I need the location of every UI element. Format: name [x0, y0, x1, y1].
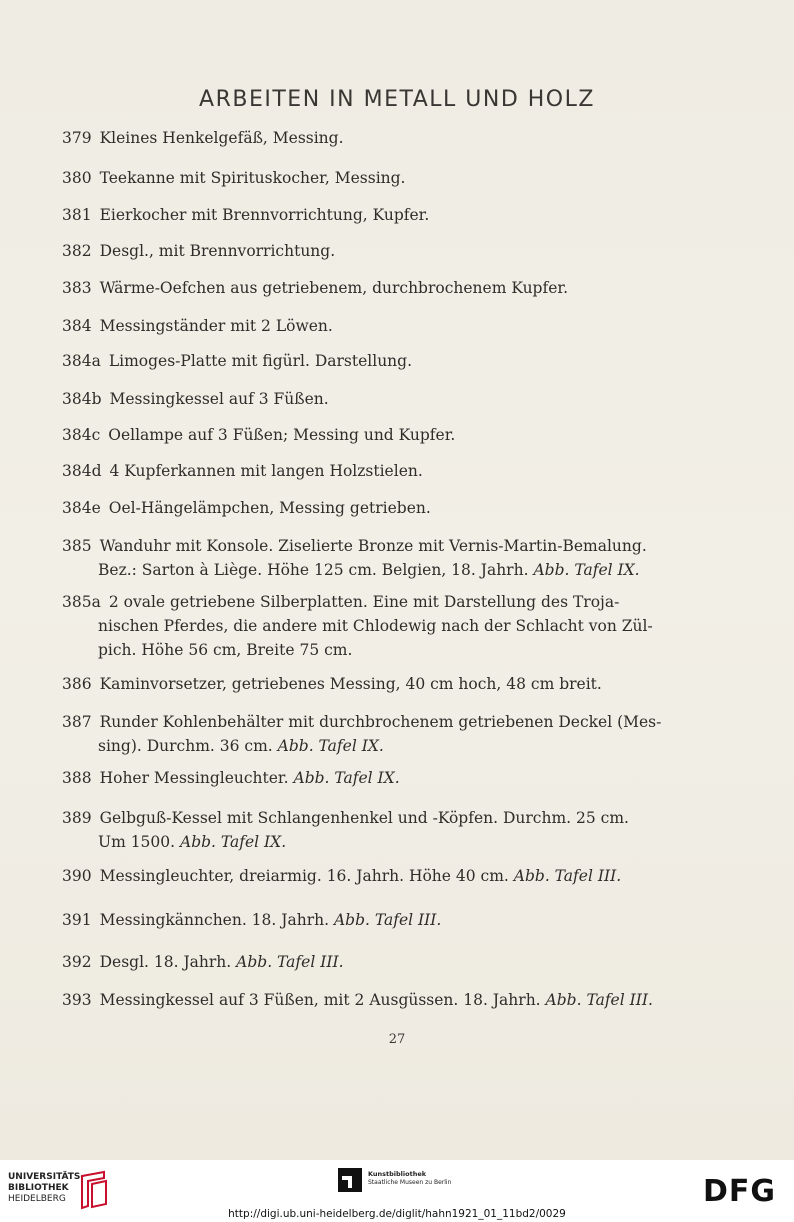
catalog-entry [62, 423, 682, 447]
entry-number: 392 [62, 953, 92, 971]
entry-continuation: Bez.: Sarton à Liège. Höhe 125 cm. Belgien, 18. Jahrh. Abb. Tafel IX. [98, 561, 640, 579]
entry-continuation: nischen Pferdes, die andere mit Chlodewig nach der Schlacht von Zül- [98, 617, 653, 635]
catalog-entry [62, 766, 682, 790]
catalog-entry [62, 314, 682, 338]
catalog-entry [62, 710, 682, 758]
entry-text: Messingkessel auf 3 Füßen, mit 2 Ausgüssen. 18. Jahrh. [99, 991, 541, 1009]
entry-continuation: sing). Durchm. 36 cm. Abb. Tafel IX. [98, 737, 384, 755]
entry-number: 386 [62, 675, 92, 693]
entry-text: Oel-Hängelämpchen, Messing getrieben. [108, 499, 431, 517]
dfg-logo[interactable]: DFG [703, 1174, 777, 1209]
entry-text: 2 ovale getriebene Silberplatten. Eine mit Darstellung des Troja- [108, 593, 620, 611]
entry-number: 388 [62, 769, 92, 787]
catalog-entry [62, 166, 682, 190]
kb-name: Kunstbibliothek [368, 1170, 427, 1178]
plate-reference: Abb. Tafel IX. [180, 833, 287, 851]
entry-text: Gelbguß-Kessel mit Schlangenhenkel und -Köpfen. Durchm. 25 cm. [99, 809, 629, 827]
entry-number: 383 [62, 279, 92, 297]
entry-text: Messingständer mit 2 Löwen. [99, 317, 333, 335]
catalog-entry [62, 239, 682, 263]
catalog-entry [62, 988, 682, 1012]
plate-reference: Abb. Tafel IX. [277, 737, 384, 755]
catalog-entry [62, 496, 682, 520]
entry-number: 389 [62, 809, 92, 827]
plate-reference: Abb. Tafel III. [333, 911, 442, 929]
entry-continuation: pich. Höhe 56 cm, Breite 75 cm. [98, 641, 353, 659]
plate-reference: Abb. Tafel III. [513, 867, 622, 885]
entry-text: Kleines Henkelgefäß, Messing. [99, 129, 344, 147]
entry-text: Desgl. 18. Jahrh. [99, 953, 232, 971]
entry-text: Messingkessel auf 3 Füßen. [109, 390, 329, 408]
catalog-entry [62, 908, 682, 932]
catalog-entry [62, 672, 682, 696]
entry-number: 385a [62, 593, 101, 611]
catalog-entry [62, 276, 682, 300]
entry-number: 390 [62, 867, 92, 885]
entry-number: 384d [62, 462, 102, 480]
kunstbibliothek-label[interactable] [368, 1170, 451, 1187]
plate-reference: Abb. Tafel IX. [533, 561, 640, 579]
entry-text: Hoher Messingleuchter. [99, 769, 289, 787]
catalog-entry [62, 950, 682, 974]
entry-continuation: Um 1500. Abb. Tafel IX. [98, 833, 287, 851]
kb-subtitle: Staatliche Museen zu Berlin [368, 1179, 452, 1186]
entry-number: 391 [62, 911, 92, 929]
entry-text: 4 Kupferkannen mit langen Holzstielen. [109, 462, 423, 480]
entry-number: 381 [62, 206, 92, 224]
ub-logo-line: BIBLIOTHEK [8, 1183, 69, 1193]
entry-number: 385 [62, 537, 92, 555]
entry-number: 384b [62, 390, 102, 408]
catalog-entry [62, 534, 682, 582]
catalog-entry [62, 126, 682, 150]
entry-number: 387 [62, 713, 92, 731]
entry-text: Messingleuchter, dreiarmig. 16. Jahrh. Höhe 40 cm. [99, 867, 509, 885]
plate-reference: Abb. Tafel III. [236, 953, 344, 971]
ub-emblem-icon [78, 1170, 110, 1210]
catalog-entry [62, 806, 682, 854]
entry-number: 379 [62, 129, 92, 147]
entry-number: 393 [62, 991, 92, 1009]
entry-text: Desgl., mit Brennvorrichtung. [99, 242, 336, 260]
entry-text: Limoges-Platte mit figürl. Darstellung. [108, 352, 413, 370]
catalog-entry [62, 387, 682, 411]
page-number: 27 [388, 1032, 406, 1047]
permalink-url[interactable]: http://digi.ub.uni-heidelberg.de/diglit/hahn1921_01_11bd2/0029 [228, 1208, 566, 1220]
entry-text: Messingkännchen. 18. Jahrh. [99, 911, 330, 929]
catalog-entry [62, 590, 682, 662]
kunstbibliothek-logo-icon [338, 1168, 362, 1192]
entry-text: Eierkocher mit Brennvorrichtung, Kupfer. [99, 206, 430, 224]
entry-text: Teekanne mit Spirituskocher, Messing. [99, 169, 406, 187]
entry-number: 384e [62, 499, 101, 517]
entry-text: Runder Kohlenbehälter mit durchbrochenem getriebenen Deckel (Mes- [99, 713, 662, 731]
plate-reference: Abb. Tafel III. [545, 991, 653, 1009]
catalog-entry [62, 459, 682, 483]
entry-number: 384 [62, 317, 92, 335]
entry-number: 384a [62, 352, 101, 370]
ub-logo-line: HEIDELBERG [8, 1194, 66, 1204]
catalog-entry [62, 864, 682, 888]
entry-number: 382 [62, 242, 92, 260]
entry-text: Oellampe auf 3 Füßen; Messing und Kupfer. [108, 426, 456, 444]
ub-heidelberg-logo[interactable] [8, 1172, 84, 1205]
entry-text: Kaminvorsetzer, getriebenes Messing, 40 cm hoch, 48 cm breit. [99, 675, 602, 693]
entry-text: Wärme-Oefchen aus getriebenem, durchbrochenem Kupfer. [99, 279, 569, 297]
ub-logo-line: UNIVERSITÄTS- [8, 1172, 85, 1182]
digitization-footer [0, 1160, 794, 1222]
page-heading: ARBEITEN IN METALL UND HOLZ [199, 86, 595, 112]
entry-text: Wanduhr mit Konsole. Ziselierte Bronze mit Vernis-Martin-Bemalung. [99, 537, 647, 555]
catalog-entry [62, 203, 682, 227]
plate-reference: Abb. Tafel IX. [293, 769, 400, 787]
catalog-entry [62, 349, 682, 373]
entry-number: 384c [62, 426, 101, 444]
entry-number: 380 [62, 169, 92, 187]
